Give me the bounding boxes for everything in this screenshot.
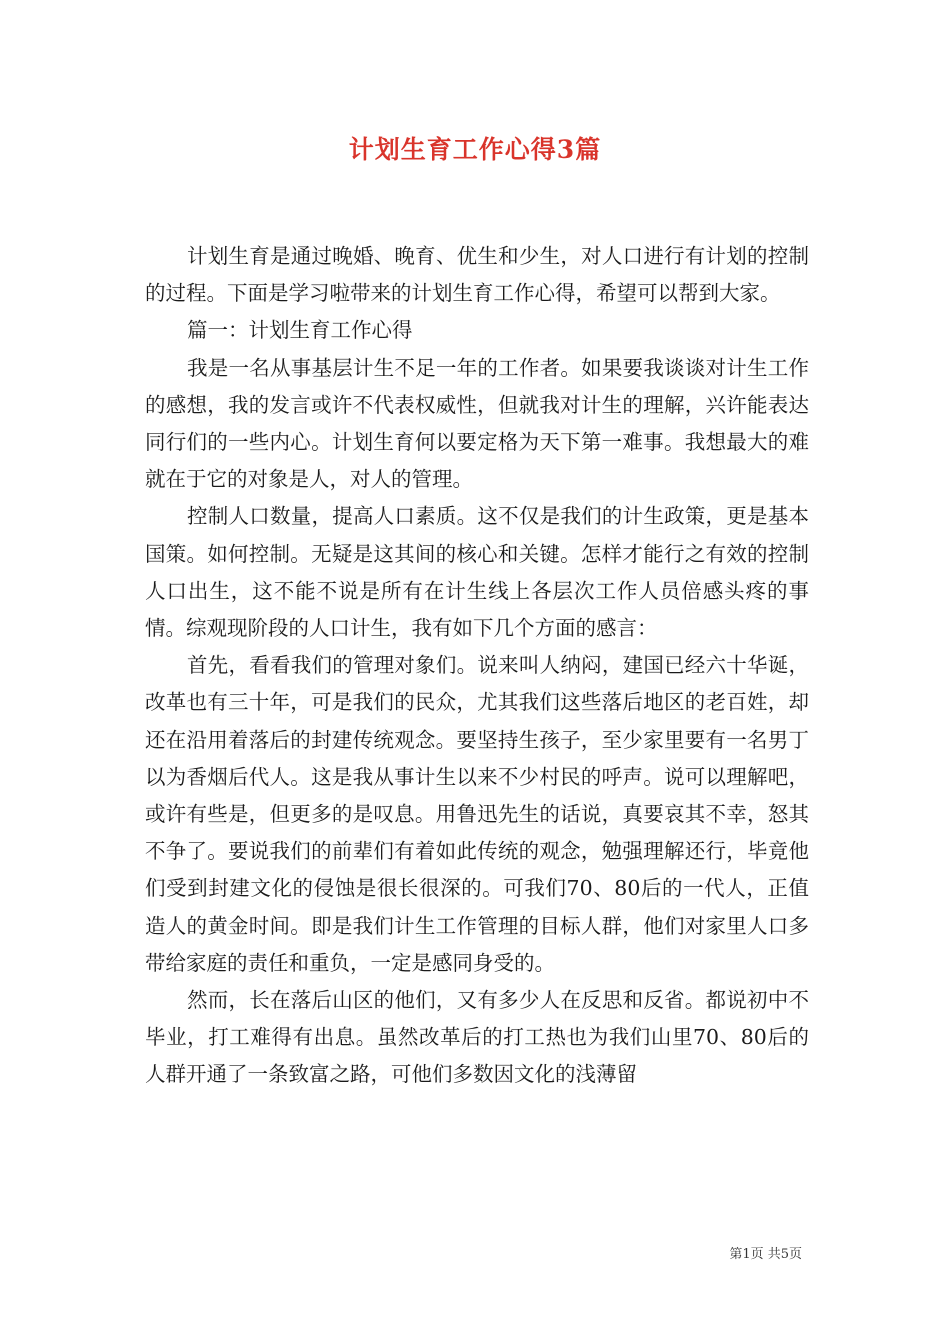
body-paragraph: 首先，看看我们的管理对象们。说来叫人纳闷，建国已经六十华诞，改革也有三十年，可是我们的民众，尤其我们这些落后地区的老百姓，却还在沿用着落后的封建传统观念。要坚持生孩子，至少家里要有一名男丁以为香烟后代人。这是我从事计生以来不少村民的呼声。说可以理解吧，或许有些是，但更多的是叹息。用鲁迅先生的话说，真要哀其不幸，怒其不争了。要说我们的前辈们有着如此传统的观念，勉强理解还行，毕竟他们受到封建文化的侵蚀是很长很深的。可我们70、80后的一代人，正值造人的黄金时间。即是我们计生工作管理的目标人群，他们对家里人口多带给家庭的责任和重负，一定是感同身受的。 (145, 653, 809, 975)
document-body (145, 238, 809, 1094)
section-heading: 篇一：计划生育工作心得 (187, 318, 413, 343)
intro-paragraph: 计划生育是通过晚婚、晚育、优生和少生，对人口进行有计划的控制的过程。下面是学习啦带来的计划生育工作心得，希望可以帮到大家。 (145, 244, 809, 306)
body-paragraph: 然而，长在落后山区的他们，又有多少人在反思和反省。都说初中不毕业，打工难得有出息。虽然改革后的打工热也为我们山里70、80后的人群开通了一条致富之路，可他们多数因文化的浅薄留 (145, 988, 809, 1087)
page-number-footer: 第1页 共5页 (729, 1247, 802, 1262)
body-paragraph: 我是一名从事基层计生不足一年的工作者。如果要我谈谈对计生工作的感想，我的发言或许不代表权威性，但就我对计生的理解，兴许能表达同行们的一些内心。计划生育何以要定格为天下第一难事。我想最大的难就在于它的对象是人，对人的管理。 (145, 355, 809, 492)
document-title: 计划生育工作心得3篇 (348, 135, 602, 164)
body-paragraph: 控制人口数量，提高人口素质。这不仅是我们的计生政策，更是基本国策。如何控制。无疑是这其间的核心和关键。怎样才能行之有效的控制人口出生，这不能不说是所有在计生线上各层次工作人员倍感头疼的事情。综观现阶段的人口计生，我有如下几个方面的感言： (145, 504, 809, 641)
